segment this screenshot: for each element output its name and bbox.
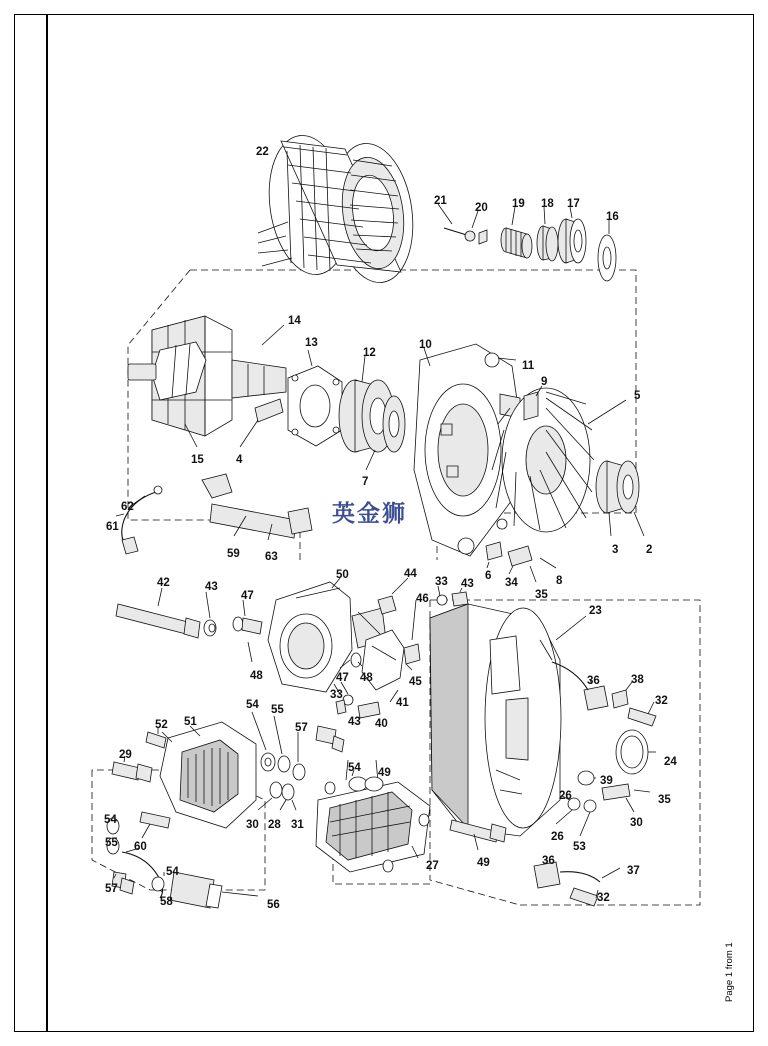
part-29-52-left-bolts bbox=[112, 728, 170, 838]
callout-44: 44 bbox=[404, 568, 417, 580]
callout-22: 22 bbox=[256, 146, 269, 158]
callout-54: 54 bbox=[166, 866, 179, 878]
callout-56: 56 bbox=[267, 899, 280, 911]
callout-41: 41 bbox=[396, 697, 409, 709]
callout-3: 3 bbox=[612, 544, 619, 556]
callout-43: 43 bbox=[461, 578, 474, 590]
callout-35: 35 bbox=[535, 589, 548, 601]
callout-54: 54 bbox=[246, 699, 259, 711]
callout-48: 48 bbox=[360, 672, 373, 684]
page-number-label: Page 1 from 1 bbox=[724, 942, 735, 1002]
callout-23: 23 bbox=[589, 605, 602, 617]
callout-2: 2 bbox=[646, 544, 653, 556]
callout-35: 35 bbox=[658, 794, 671, 806]
callout-17: 17 bbox=[567, 198, 580, 210]
callout-47: 47 bbox=[336, 672, 349, 684]
callout-30: 30 bbox=[246, 819, 259, 831]
part-15-14-rotor bbox=[128, 316, 286, 447]
callout-30: 30 bbox=[630, 817, 643, 829]
callout-12: 12 bbox=[363, 347, 376, 359]
callout-32: 32 bbox=[655, 695, 668, 707]
callout-43: 43 bbox=[205, 581, 218, 593]
part-59-63-bar bbox=[202, 474, 312, 540]
callout-40: 40 bbox=[375, 718, 388, 730]
callout-50: 50 bbox=[336, 569, 349, 581]
callout-9: 9 bbox=[541, 376, 548, 388]
callout-29: 29 bbox=[119, 749, 132, 761]
callout-60: 60 bbox=[134, 841, 147, 853]
callout-47: 47 bbox=[241, 590, 254, 602]
part-21-20-19-18-17-16 bbox=[438, 204, 616, 281]
callout-62: 62 bbox=[121, 501, 134, 513]
callout-39: 39 bbox=[600, 775, 613, 787]
callout-15: 15 bbox=[191, 454, 204, 466]
callout-20: 20 bbox=[475, 202, 488, 214]
part-2-3-pulley bbox=[596, 461, 644, 536]
callout-32: 32 bbox=[597, 892, 610, 904]
part-12-7-bearing bbox=[339, 356, 405, 470]
callout-34: 34 bbox=[505, 577, 518, 589]
callout-26: 26 bbox=[551, 831, 564, 843]
callout-59: 59 bbox=[227, 548, 240, 560]
callout-36: 36 bbox=[587, 675, 600, 687]
callout-21: 21 bbox=[434, 195, 447, 207]
callout-8: 8 bbox=[556, 575, 563, 587]
callout-54: 54 bbox=[104, 814, 117, 826]
callout-55: 55 bbox=[105, 837, 118, 849]
callout-58: 58 bbox=[160, 896, 173, 908]
callout-51: 51 bbox=[184, 716, 197, 728]
callout-19: 19 bbox=[512, 198, 525, 210]
watermark-text: 英金狮 bbox=[332, 501, 407, 527]
callout-26: 26 bbox=[559, 790, 572, 802]
callout-5: 5 bbox=[634, 390, 641, 402]
callout-48: 48 bbox=[250, 670, 263, 682]
callout-55: 55 bbox=[271, 704, 284, 716]
callout-52: 52 bbox=[155, 719, 168, 731]
part-51-end-cover bbox=[160, 722, 256, 828]
callout-6: 6 bbox=[485, 570, 492, 582]
callout-14: 14 bbox=[288, 315, 301, 327]
callout-53: 53 bbox=[573, 841, 586, 853]
callout-37: 37 bbox=[627, 865, 640, 877]
callout-54: 54 bbox=[348, 762, 361, 774]
callout-16: 16 bbox=[606, 211, 619, 223]
callout-24: 24 bbox=[664, 756, 677, 768]
callout-57: 57 bbox=[105, 883, 118, 895]
callout-49: 49 bbox=[477, 857, 490, 869]
callout-49: 49 bbox=[378, 767, 391, 779]
callout-38: 38 bbox=[631, 674, 644, 686]
callout-10: 10 bbox=[419, 339, 432, 351]
callout-28: 28 bbox=[268, 819, 281, 831]
callout-57: 57 bbox=[295, 722, 308, 734]
callout-13: 13 bbox=[305, 337, 318, 349]
callout-11: 11 bbox=[522, 360, 535, 372]
callout-33: 33 bbox=[435, 576, 448, 588]
callout-36: 36 bbox=[542, 855, 555, 867]
callout-45: 45 bbox=[409, 676, 422, 688]
callout-61: 61 bbox=[106, 521, 119, 533]
callout-63: 63 bbox=[265, 551, 278, 563]
callout-4: 4 bbox=[236, 454, 243, 466]
callout-18: 18 bbox=[541, 198, 554, 210]
callout-33: 33 bbox=[330, 689, 343, 701]
part-13-plate bbox=[288, 350, 342, 446]
callout-7: 7 bbox=[362, 476, 369, 488]
part-56-58-60-bracket bbox=[107, 818, 258, 908]
callout-42: 42 bbox=[157, 577, 170, 589]
callout-43: 43 bbox=[348, 716, 361, 728]
callout-31: 31 bbox=[291, 819, 304, 831]
part-22-stator bbox=[258, 130, 421, 287]
callout-46: 46 bbox=[416, 593, 429, 605]
callout-27: 27 bbox=[426, 860, 439, 872]
